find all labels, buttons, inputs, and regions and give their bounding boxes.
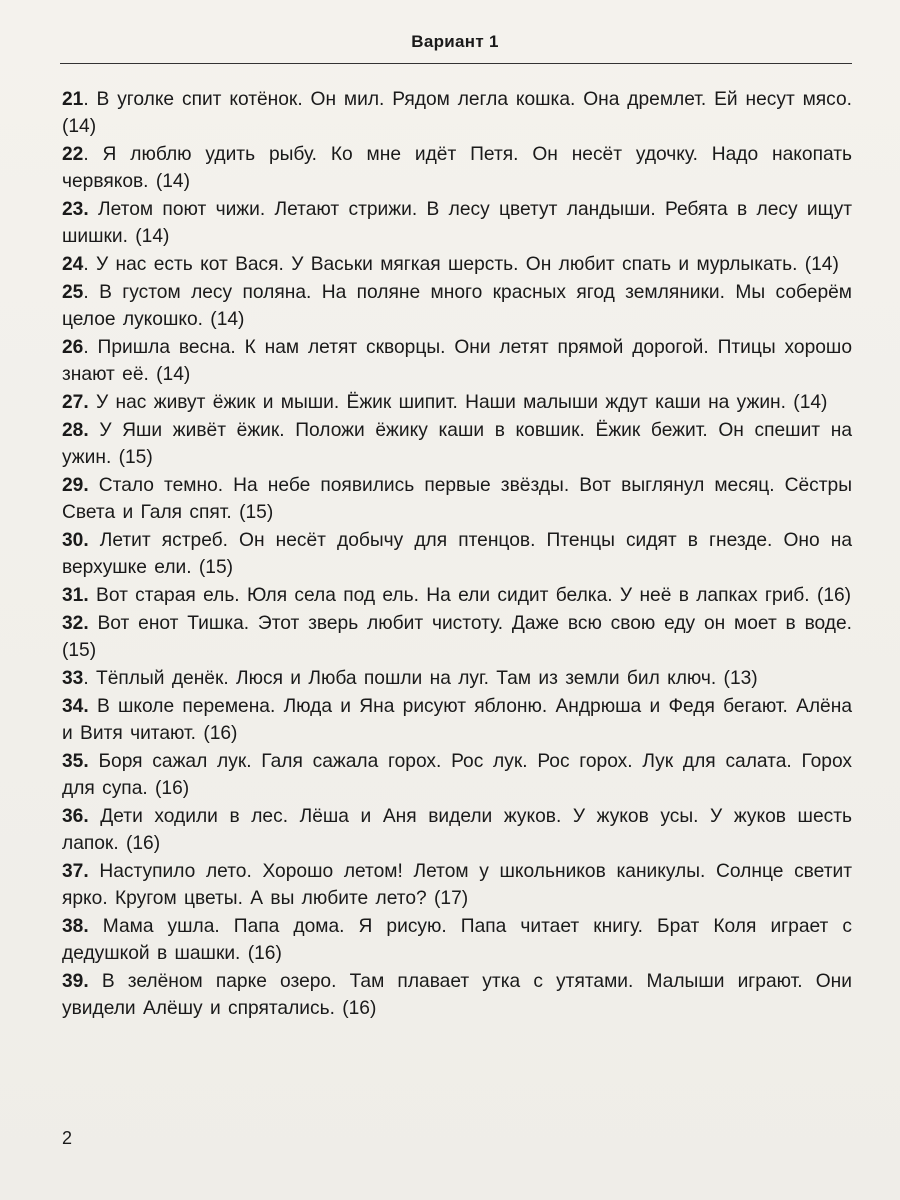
page-header-title: Вариант 1 bbox=[411, 32, 499, 51]
exercise-text: Наступило лето. Хорошо летом! Летом у школьников каникулы. Солнце светит ярко. Кругом цветы. А вы любите лето? (17) bbox=[62, 861, 852, 909]
exercise-item bbox=[62, 913, 852, 967]
exercise-item bbox=[62, 693, 852, 747]
exercise-number: 27. bbox=[62, 392, 89, 413]
header-divider bbox=[60, 63, 852, 64]
exercise-number: 39. bbox=[62, 971, 89, 992]
exercise-item bbox=[62, 334, 852, 388]
exercise-number: 22 bbox=[62, 144, 84, 165]
exercise-text: Летит ястреб. Он несёт добычу для птенцов. Птенцы сидят в гнезде. Оно на верхушке ели. (15) bbox=[62, 530, 852, 578]
exercise-number: 36. bbox=[62, 806, 89, 827]
exercise-item bbox=[62, 417, 852, 471]
exercise-text: . Пришла весна. К нам летят скворцы. Они летят прямой дорогой. Птицы хорошо знают её. (14) bbox=[62, 337, 852, 385]
exercise-text: У Яши живёт ёжик. Положи ёжику каши в ковшик. Ёжик бежит. Он спешит на ужин. (15) bbox=[62, 420, 852, 468]
exercise-number: 29. bbox=[62, 475, 89, 496]
exercise-item bbox=[62, 141, 852, 195]
exercise-number: 32. bbox=[62, 613, 89, 634]
exercise-item bbox=[62, 279, 852, 333]
exercise-number: 24 bbox=[62, 254, 84, 275]
exercise-item bbox=[62, 665, 852, 692]
exercise-text: . Тёплый денёк. Люся и Люба пошли на луг. Там из земли бил ключ. (13) bbox=[83, 668, 758, 689]
exercise-item bbox=[62, 251, 852, 278]
exercise-text: Дети ходили в лес. Лёша и Аня видели жуков. У жуков усы. У жуков шесть лапок. (16) bbox=[62, 806, 852, 854]
exercise-number: 38. bbox=[62, 916, 89, 937]
exercise-item bbox=[62, 196, 852, 250]
exercise-text: . В уголке спит котёнок. Он мил. Рядом легла кошка. Она дремлет. Ей несут мясо. (14) bbox=[62, 89, 852, 137]
exercise-text: У нас живут ёжик и мыши. Ёжик шипит. Наши малыши ждут каши на ужин. (14) bbox=[88, 392, 828, 413]
exercise-text: . У нас есть кот Вася. У Васьки мягкая шерсть. Он любит спать и мурлыкать. (14) bbox=[83, 254, 839, 275]
exercise-number: 34. bbox=[62, 696, 89, 717]
exercise-text: Мама ушла. Папа дома. Я рисую. Папа читает книгу. Брат Коля играет с дедушкой в шашки. (16) bbox=[62, 916, 852, 964]
exercise-number: 37. bbox=[62, 861, 89, 882]
exercise-item bbox=[62, 389, 852, 416]
exercise-text: Вот старая ель. Юля села под ель. На ели сидит белка. У неё в лапках гриб. (16) bbox=[88, 585, 852, 606]
exercise-item bbox=[62, 748, 852, 802]
exercise-text: Летом поют чижи. Летают стрижи. В лесу цветут ландыши. Ребята в лесу ищут шишки. (14) bbox=[62, 199, 852, 247]
exercise-item bbox=[62, 803, 852, 857]
exercise-list bbox=[62, 86, 852, 1023]
exercise-item bbox=[62, 968, 852, 1022]
exercise-number: 28. bbox=[62, 420, 89, 441]
exercise-item bbox=[62, 582, 852, 609]
exercise-item bbox=[62, 86, 852, 140]
exercise-number: 35. bbox=[62, 751, 89, 772]
exercise-number: 21 bbox=[62, 89, 84, 110]
exercise-text: Боря сажал лук. Галя сажала горох. Рос лук. Рос горох. Лук для салата. Горох для супа. (16) bbox=[62, 751, 852, 799]
exercise-text: В зелёном парке озеро. Там плавает утка с утятами. Малыши играют. Они увидели Алёшу и спрятались. (16) bbox=[62, 971, 852, 1019]
exercise-number: 30. bbox=[62, 530, 89, 551]
exercise-number: 26 bbox=[62, 337, 84, 358]
exercise-number: 33 bbox=[62, 668, 84, 689]
exercise-item bbox=[62, 472, 852, 526]
exercise-number: 31. bbox=[62, 585, 89, 606]
exercise-text: . Я люблю удить рыбу. Ко мне идёт Петя. Он несёт удочку. Надо накопать червяков. (14) bbox=[62, 144, 852, 192]
exercise-number: 23. bbox=[62, 199, 89, 220]
exercise-text: . В густом лесу поляна. На поляне много красных ягод земляники. Мы соберём целое лукошко. (14) bbox=[62, 282, 852, 330]
exercise-item bbox=[62, 527, 852, 581]
exercise-text: Стало темно. На небе появились первые звёзды. Вот выглянул месяц. Сёстры Света и Галя спят. (15) bbox=[62, 475, 852, 523]
exercise-number: 25 bbox=[62, 282, 84, 303]
page-number: 2 bbox=[62, 1128, 73, 1148]
exercise-text: Вот енот Тишка. Этот зверь любит чистоту. Даже всю свою еду он моет в воде. (15) bbox=[62, 613, 852, 661]
exercise-item bbox=[62, 858, 852, 912]
exercise-item bbox=[62, 610, 852, 664]
exercise-text: В школе перемена. Люда и Яна рисуют яблоню. Андрюша и Федя бегают. Алёна и Витя читают. (16) bbox=[62, 696, 852, 744]
